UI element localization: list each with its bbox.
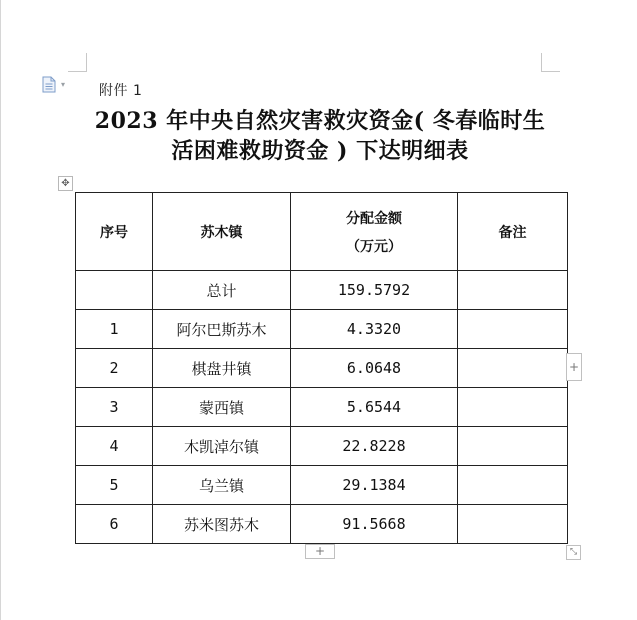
document-title-line-1: 2023 年中央自然灾害救灾资金( 冬春临时生 bbox=[94, 108, 546, 134]
row-amount: 4.3320 bbox=[291, 310, 458, 349]
document-title-line-2: 活困难救助资金 ) 下达明细表 bbox=[171, 138, 469, 164]
document-icon[interactable] bbox=[42, 76, 56, 93]
row-index: 6 bbox=[76, 505, 153, 544]
chevron-down-icon[interactable]: ▾ bbox=[61, 80, 66, 89]
row-town: 木凯淖尔镇 bbox=[153, 427, 291, 466]
row-amount: 6.0648 bbox=[291, 349, 458, 388]
row-town: 阿尔巴斯苏木 bbox=[153, 310, 291, 349]
row-note bbox=[458, 349, 568, 388]
page-left-edge bbox=[0, 0, 1, 620]
row-index: 4 bbox=[76, 427, 153, 466]
margin-corner-top-right bbox=[541, 53, 560, 72]
header-amount bbox=[291, 193, 458, 271]
row-amount: 91.5668 bbox=[291, 505, 458, 544]
row-amount: 29.1384 bbox=[291, 466, 458, 505]
add-column-plus-icon[interactable]: + bbox=[566, 353, 582, 381]
table-row bbox=[76, 349, 568, 388]
row-note bbox=[458, 427, 568, 466]
table-row bbox=[76, 466, 568, 505]
allocation-table bbox=[75, 192, 568, 544]
row-index: 5 bbox=[76, 466, 153, 505]
table-row bbox=[76, 388, 568, 427]
move-icon[interactable]: ✥ bbox=[58, 176, 73, 191]
row-amount: 22.8228 bbox=[291, 427, 458, 466]
total-note bbox=[458, 271, 568, 310]
row-town: 苏米图苏木 bbox=[153, 505, 291, 544]
row-town: 乌兰镇 bbox=[153, 466, 291, 505]
header-town: 苏木镇 bbox=[153, 193, 291, 271]
attachment-label: 附件 1 bbox=[99, 83, 143, 99]
margin-corner-top-left bbox=[68, 53, 87, 72]
total-amount: 159.5792 bbox=[291, 271, 458, 310]
header-amount-label: 分配金额 bbox=[346, 210, 402, 227]
row-note bbox=[458, 388, 568, 427]
row-town: 蒙西镇 bbox=[153, 388, 291, 427]
row-index: 2 bbox=[76, 349, 153, 388]
header-note: 备注 bbox=[458, 193, 568, 271]
total-index-cell bbox=[76, 271, 153, 310]
table-row-total bbox=[76, 271, 568, 310]
table-row bbox=[76, 427, 568, 466]
row-note bbox=[458, 310, 568, 349]
header-index: 序号 bbox=[76, 193, 153, 271]
row-town: 棋盘井镇 bbox=[153, 349, 291, 388]
row-amount: 5.6544 bbox=[291, 388, 458, 427]
table-row bbox=[76, 310, 568, 349]
row-note bbox=[458, 505, 568, 544]
table-row bbox=[76, 505, 568, 544]
total-label: 总计 bbox=[153, 271, 291, 310]
row-note bbox=[458, 466, 568, 505]
row-index: 1 bbox=[76, 310, 153, 349]
table-header-row bbox=[76, 193, 568, 271]
row-index: 3 bbox=[76, 388, 153, 427]
resize-icon[interactable]: ⤡ bbox=[566, 545, 581, 560]
add-row-plus-icon[interactable]: + bbox=[305, 544, 335, 559]
header-amount-unit: （万元） bbox=[346, 238, 402, 255]
